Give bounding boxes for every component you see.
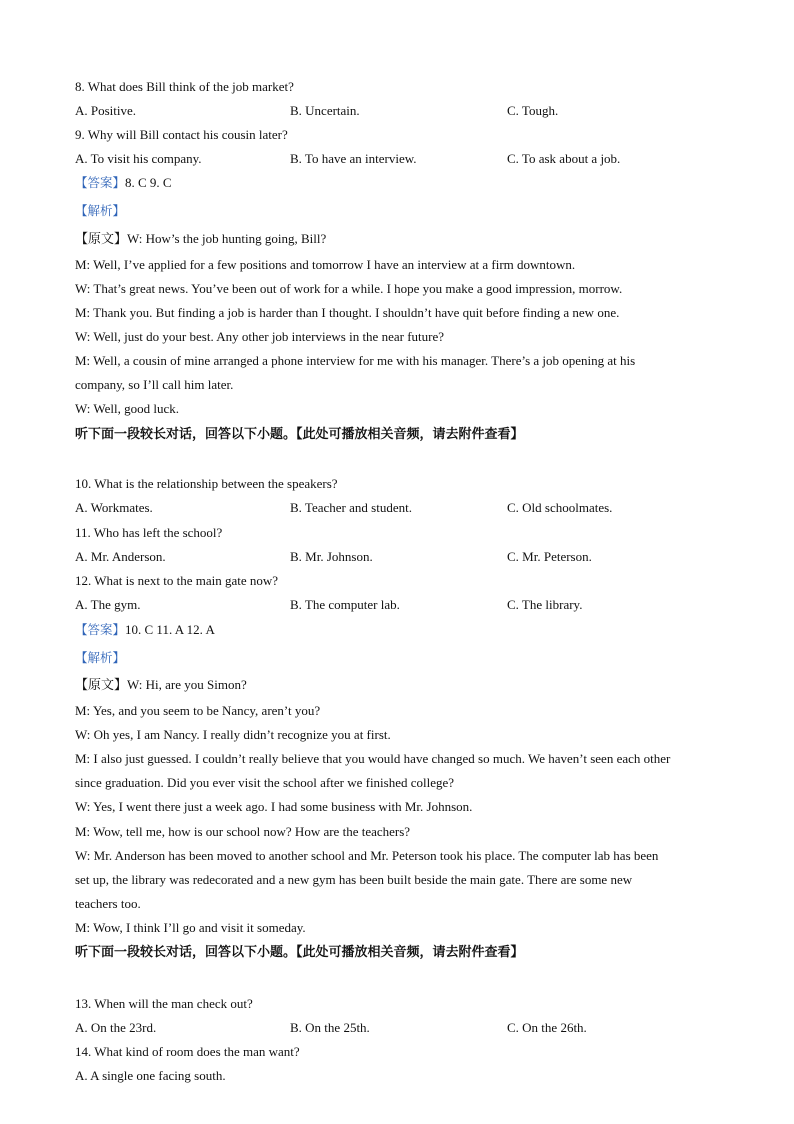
transcript-line: company, so I’ll call him later. [75, 377, 234, 392]
question-13: 13. When will the man check out? [75, 996, 253, 1011]
original-tag: 【原文】 [75, 232, 128, 247]
q13-option-a: A. On the 23rd. [75, 1020, 157, 1035]
question-11: 11. Who has left the school? [75, 525, 223, 540]
transcript-line: M: Thank you. But finding a job is harder than I thought. I shouldn’t have quit before finding a new one. [75, 305, 620, 320]
q12-option-a: A. The gym. [75, 597, 141, 612]
transcript-line [75, 677, 247, 694]
transcript-line: since graduation. Did you ever visit the school after we finished college? [75, 775, 455, 790]
question-14: 14. What kind of room does the man want? [75, 1044, 300, 1059]
answer-line-1 [75, 175, 172, 191]
q8-option-b: B. Uncertain. [290, 103, 360, 118]
q8-option-c: C. Tough. [507, 103, 559, 118]
question-9: 9. Why will Bill contact his cousin later? [75, 127, 288, 142]
original-tag: 【原文】 [75, 678, 128, 693]
q11-option-b: B. Mr. Johnson. [290, 549, 373, 564]
transcript-line: W: Yes, I went there just a week ago. I had some business with Mr. Johnson. [75, 799, 473, 814]
answer-text: 10. C 11. A 12. A [125, 622, 215, 637]
answer-tag: 【答案】 [75, 622, 126, 637]
q13-option-c: C. On the 26th. [507, 1020, 587, 1035]
q8-option-a: A. Positive. [75, 103, 137, 118]
question-10: 10. What is the relationship between the speakers? [75, 476, 338, 491]
transcript-line: M: Wow, tell me, how is our school now? How are the teachers? [75, 824, 411, 839]
question-12: 12. What is next to the main gate now? [75, 573, 279, 588]
q12-option-c: C. The library. [507, 597, 583, 612]
answer-text: 8. C 9. C [125, 175, 172, 190]
transcript-line: set up, the library was redecorated and a new gym has been built beside the main gate. There are some new [75, 872, 633, 887]
transcript-line: M: Well, a cousin of mine arranged a phone interview for me with his manager. There’s a job opening at his [75, 353, 636, 368]
analysis-tag: 【解析】 [75, 203, 126, 218]
analysis-tag: 【解析】 [75, 650, 126, 665]
transcript-line: M: Yes, and you seem to be Nancy, aren’t you? [75, 703, 321, 718]
q14-option-a: A. A single one facing south. [75, 1068, 226, 1083]
q11-option-c: C. Mr. Peterson. [507, 549, 592, 564]
q13-option-b: B. On the 25th. [290, 1020, 370, 1035]
listen-prompt: 听下面一段较长对话，回答以下小题。【此处可播放相关音频，请去附件查看】 [75, 427, 524, 442]
transcript-line [75, 231, 326, 248]
transcript-line: W: Well, good luck. [75, 401, 180, 416]
q10-option-c: C. Old schoolmates. [507, 500, 613, 515]
q11-option-a: A. Mr. Anderson. [75, 549, 166, 564]
transcript-line: teachers too. [75, 896, 141, 911]
q9-option-b: B. To have an interview. [290, 151, 417, 166]
transcript-text: W: Hi, are you Simon? [127, 677, 247, 692]
q10-option-a: A. Workmates. [75, 500, 153, 515]
listen-prompt: 听下面一段较长对话，回答以下小题。【此处可播放相关音频，请去附件查看】 [75, 945, 524, 960]
transcript-line: M: Well, I’ve applied for a few positions and tomorrow I have an interview at a firm downtown. [75, 257, 576, 272]
q10-option-b: B. Teacher and student. [290, 500, 412, 515]
transcript-line: W: Mr. Anderson has been moved to another school and Mr. Peterson took his place. The computer lab has been [75, 848, 659, 863]
question-8: 8. What does Bill think of the job market? [75, 79, 294, 94]
transcript-line: M: Wow, I think I’ll go and visit it someday. [75, 920, 306, 935]
answer-line-2 [75, 622, 215, 638]
q9-option-c: C. To ask about a job. [507, 151, 621, 166]
transcript-line: M: I also just guessed. I couldn’t really believe that you would have changed so much. We haven’t seen each other [75, 751, 671, 766]
transcript-line: W: That’s great news. You’ve been out of work for a while. I hope you make a good impression, morrow. [75, 281, 623, 296]
transcript-line: W: Well, just do your best. Any other job interviews in the near future? [75, 329, 445, 344]
q12-option-b: B. The computer lab. [290, 597, 400, 612]
transcript-line: W: Oh yes, I am Nancy. I really didn’t recognize you at first. [75, 727, 391, 742]
q9-option-a: A. To visit his company. [75, 151, 202, 166]
answer-tag: 【答案】 [75, 175, 126, 190]
transcript-text: W: How’s the job hunting going, Bill? [127, 231, 327, 246]
